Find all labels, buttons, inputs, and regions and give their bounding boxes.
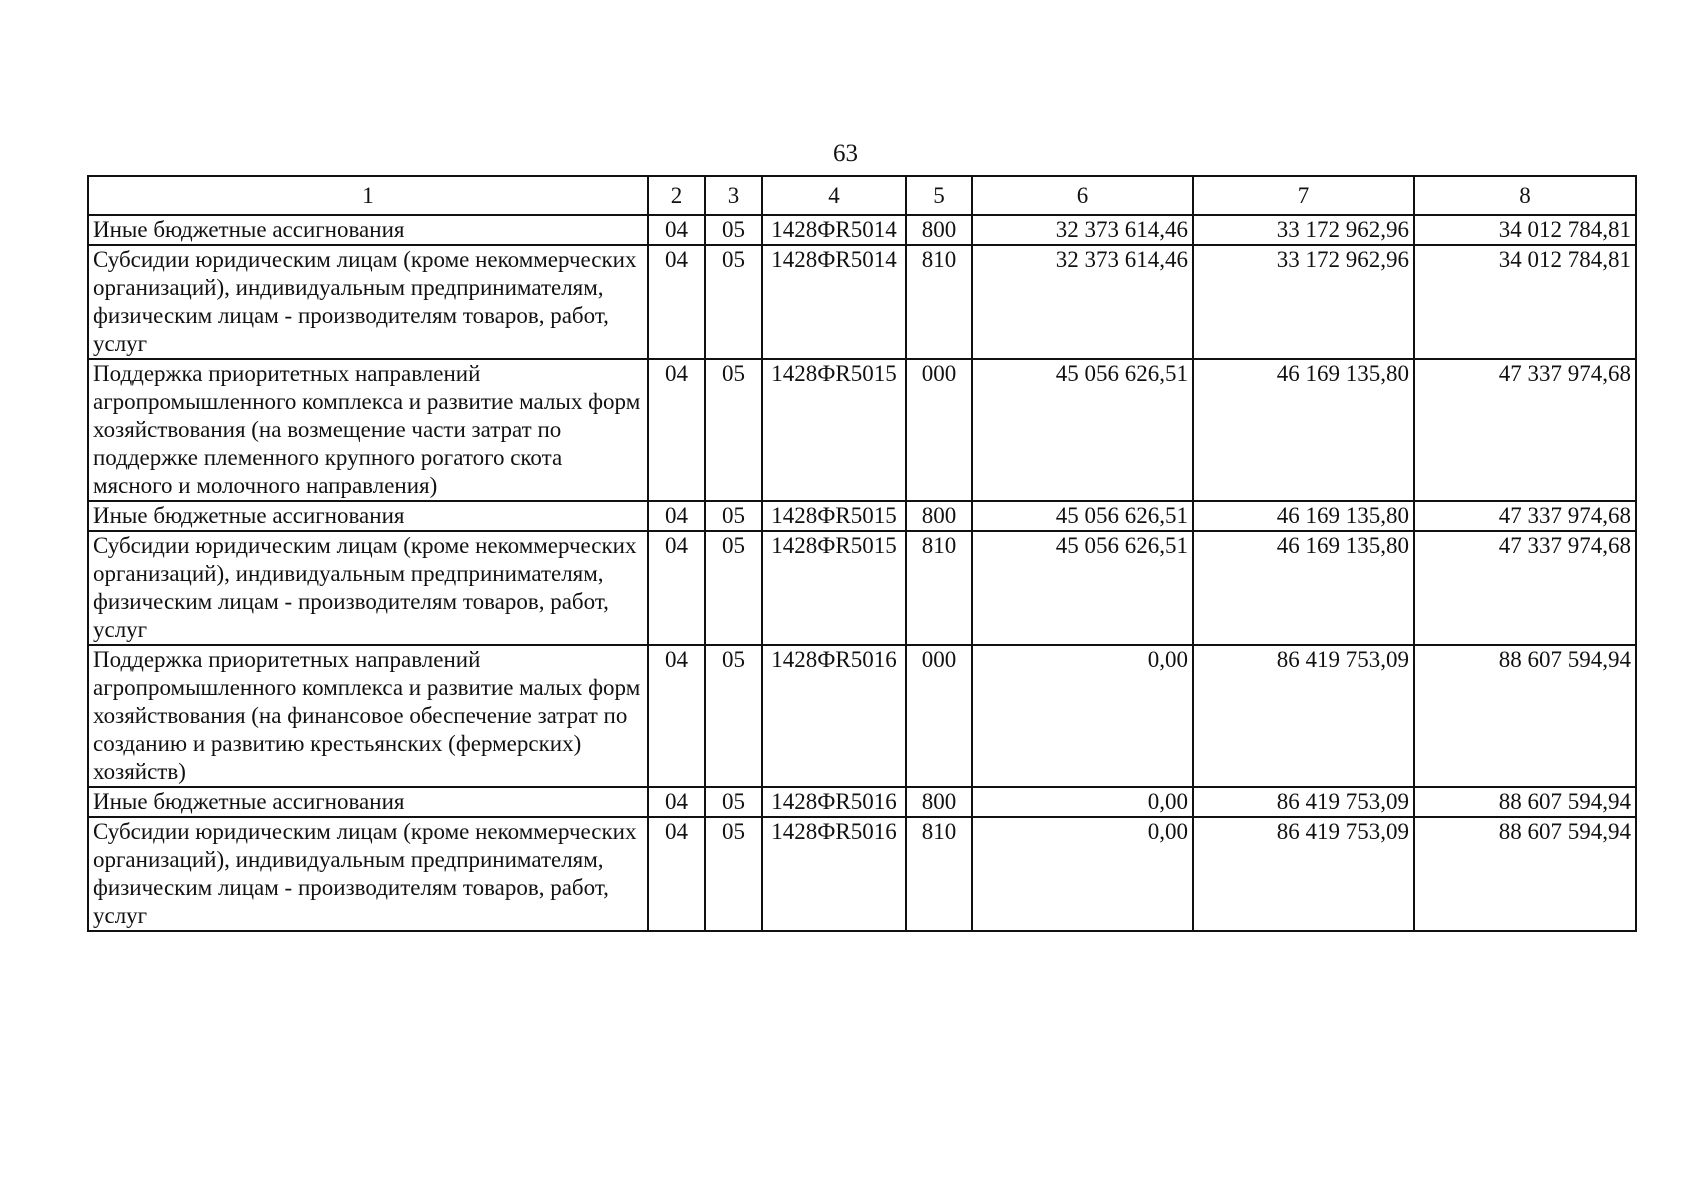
subsection-code: 05 bbox=[705, 787, 762, 817]
amount-col-6: 45 056 626,51 bbox=[972, 359, 1193, 501]
amount-col-8: 47 337 974,68 bbox=[1414, 501, 1636, 531]
expense-type-code: 800 bbox=[906, 501, 972, 531]
expense-type-code: 810 bbox=[906, 817, 972, 931]
target-article-code: 1428ФR5014 bbox=[762, 215, 906, 245]
amount-col-7: 86 419 753,09 bbox=[1193, 817, 1414, 931]
amount-col-8: 47 337 974,68 bbox=[1414, 531, 1636, 645]
amount-col-8: 47 337 974,68 bbox=[1414, 359, 1636, 501]
table-row bbox=[88, 645, 1636, 787]
section-code: 04 bbox=[648, 817, 705, 931]
amount-col-7: 46 169 135,80 bbox=[1193, 501, 1414, 531]
amount-col-6: 32 373 614,46 bbox=[972, 215, 1193, 245]
expense-type-code: 000 bbox=[906, 645, 972, 787]
amount-col-6: 0,00 bbox=[972, 787, 1193, 817]
subsection-code: 05 bbox=[705, 245, 762, 359]
row-name: Иные бюджетные ассигнования bbox=[88, 787, 648, 817]
section-code: 04 bbox=[648, 359, 705, 501]
header-row bbox=[88, 176, 1636, 215]
row-name: Субсидии юридическим лицам (кроме некоммерческих организаций), индивидуальным предпринимателям, физическим лицам - производителям товаров, работ, услуг bbox=[88, 245, 648, 359]
table-row bbox=[88, 215, 1636, 245]
amount-col-8: 88 607 594,94 bbox=[1414, 787, 1636, 817]
target-article-code: 1428ФR5015 bbox=[762, 501, 906, 531]
expense-type-code: 810 bbox=[906, 245, 972, 359]
target-article-code: 1428ФR5016 bbox=[762, 645, 906, 787]
subsection-code: 05 bbox=[705, 215, 762, 245]
section-code: 04 bbox=[648, 245, 705, 359]
row-name: Иные бюджетные ассигнования bbox=[88, 215, 648, 245]
amount-col-7: 33 172 962,96 bbox=[1193, 215, 1414, 245]
subsection-code: 05 bbox=[705, 817, 762, 931]
expense-type-code: 810 bbox=[906, 531, 972, 645]
section-code: 04 bbox=[648, 501, 705, 531]
target-article-code: 1428ФR5015 bbox=[762, 531, 906, 645]
target-article-code: 1428ФR5014 bbox=[762, 245, 906, 359]
target-article-code: 1428ФR5015 bbox=[762, 359, 906, 501]
column-header: 3 bbox=[705, 176, 762, 215]
expense-type-code: 800 bbox=[906, 787, 972, 817]
table-row bbox=[88, 359, 1636, 501]
table-row bbox=[88, 245, 1636, 359]
amount-col-8: 34 012 784,81 bbox=[1414, 215, 1636, 245]
table-row bbox=[88, 501, 1636, 531]
section-code: 04 bbox=[648, 645, 705, 787]
amount-col-7: 46 169 135,80 bbox=[1193, 531, 1414, 645]
page-number: 63 bbox=[833, 140, 858, 167]
amount-col-6: 0,00 bbox=[972, 645, 1193, 787]
column-header: 2 bbox=[648, 176, 705, 215]
table-row bbox=[88, 817, 1636, 931]
amount-col-7: 33 172 962,96 bbox=[1193, 245, 1414, 359]
target-article-code: 1428ФR5016 bbox=[762, 787, 906, 817]
amount-col-7: 86 419 753,09 bbox=[1193, 645, 1414, 787]
section-code: 04 bbox=[648, 787, 705, 817]
table-row bbox=[88, 531, 1636, 645]
budget-table bbox=[87, 175, 1637, 932]
amount-col-8: 88 607 594,94 bbox=[1414, 817, 1636, 931]
expense-type-code: 000 bbox=[906, 359, 972, 501]
subsection-code: 05 bbox=[705, 359, 762, 501]
row-name: Поддержка приоритетных направлений агропромышленного комплекса и развитие малых форм хозяйствования (на финансовое обеспечение затрат по созданию и развитию крестьянских (фермерских) хозяйств) bbox=[88, 645, 648, 787]
section-code: 04 bbox=[648, 215, 705, 245]
row-name: Иные бюджетные ассигнования bbox=[88, 501, 648, 531]
amount-col-6: 0,00 bbox=[972, 817, 1193, 931]
section-code: 04 bbox=[648, 531, 705, 645]
row-name: Субсидии юридическим лицам (кроме некоммерческих организаций), индивидуальным предпринимателям, физическим лицам - производителям товаров, работ, услуг bbox=[88, 531, 648, 645]
table-row bbox=[88, 787, 1636, 817]
amount-col-6: 45 056 626,51 bbox=[972, 501, 1193, 531]
amount-col-7: 86 419 753,09 bbox=[1193, 787, 1414, 817]
subsection-code: 05 bbox=[705, 531, 762, 645]
column-header: 8 bbox=[1414, 176, 1636, 215]
column-header: 1 bbox=[88, 176, 648, 215]
expense-type-code: 800 bbox=[906, 215, 972, 245]
row-name: Субсидии юридическим лицам (кроме некоммерческих организаций), индивидуальным предпринимателям, физическим лицам - производителям товаров, работ, услуг bbox=[88, 817, 648, 931]
column-header: 5 bbox=[906, 176, 972, 215]
amount-col-8: 88 607 594,94 bbox=[1414, 645, 1636, 787]
subsection-code: 05 bbox=[705, 645, 762, 787]
amount-col-8: 34 012 784,81 bbox=[1414, 245, 1636, 359]
column-header: 6 bbox=[972, 176, 1193, 215]
amount-col-7: 46 169 135,80 bbox=[1193, 359, 1414, 501]
target-article-code: 1428ФR5016 bbox=[762, 817, 906, 931]
row-name: Поддержка приоритетных направлений агропромышленного комплекса и развитие малых форм хозяйствования (на возмещение части затрат по поддержке племенного крупного рогатого скота мясного и молочного направления) bbox=[88, 359, 648, 501]
subsection-code: 05 bbox=[705, 501, 762, 531]
amount-col-6: 45 056 626,51 bbox=[972, 531, 1193, 645]
column-header: 7 bbox=[1193, 176, 1414, 215]
column-header: 4 bbox=[762, 176, 906, 215]
amount-col-6: 32 373 614,46 bbox=[972, 245, 1193, 359]
